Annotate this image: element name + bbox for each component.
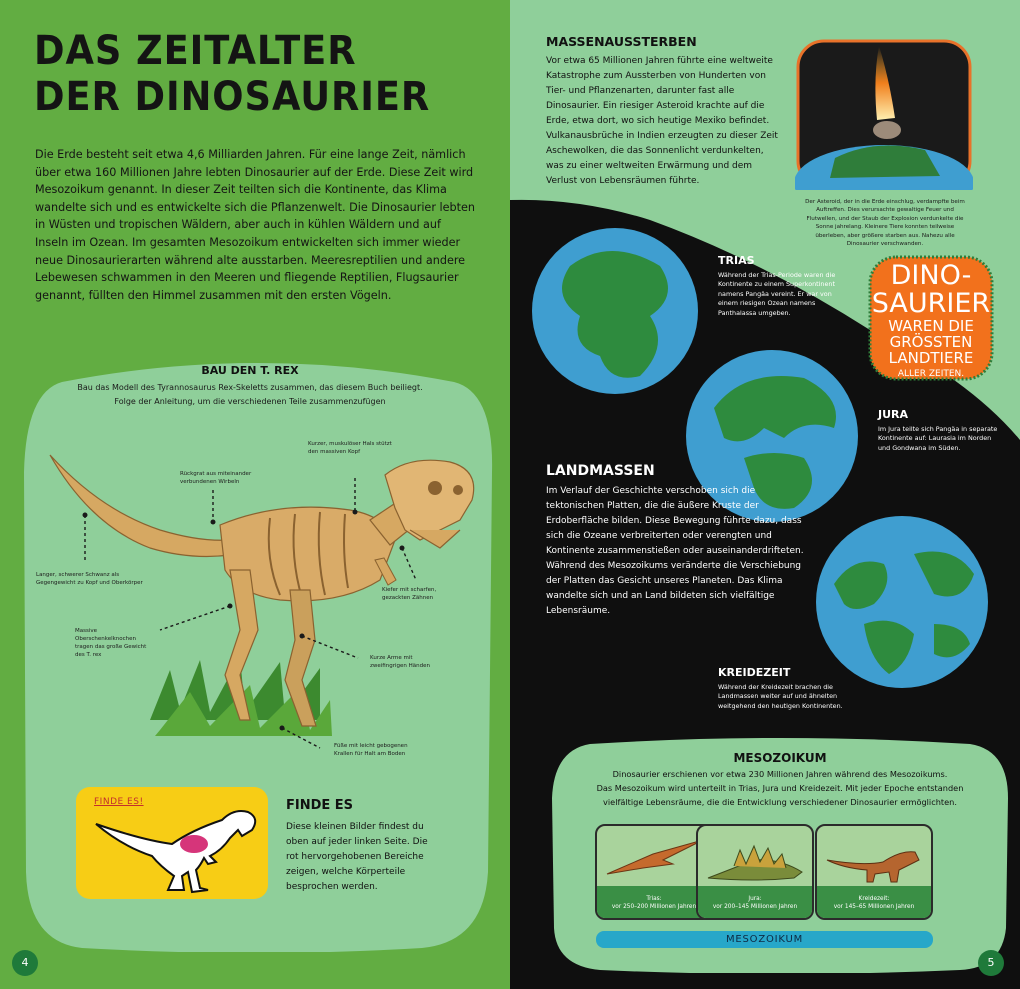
pterosaur-icon	[603, 834, 707, 884]
callout-arms: Kurze Arme mit zweifingrigen Händen	[370, 655, 430, 669]
fact-badge-text: DINO- SAURIER WAREN DIE GRÖSSTEN LANDTIERE ALLER ZEITEN.	[871, 260, 991, 379]
era-timeline-bar: MESOZOIKUM	[596, 931, 933, 948]
title-line-1: DAS ZEITALTER	[34, 28, 357, 74]
callout-neck: Kurzer, muskulöser Hals stützt den massiven Kopf	[308, 441, 392, 455]
finde-es-text: Diese kleinen Bilder findest du oben auf jeder linken Seite. Die rot hervorgehobenen Bereiche zeigen, welche Körperteile besprochen werden.	[286, 822, 428, 892]
landmassen-heading: LANDMASSEN	[546, 463, 655, 479]
page-number-right: 5	[978, 950, 1004, 976]
callout-thigh: Massive Oberschenkelknochen tragen das große Gewicht des T. rex	[75, 628, 147, 658]
mesozoikum-text: Dinosaurier erschienen vor etwa 230 Millionen Jahren während des Mesozoikums. Das Mesozoikum wird unterteilt in Trias, Jura und Kreidezeit. Mit jeder Epoche entstanden vielfältige Lebensräume, die die Entwicklung verschiedener Dinosaurier ermöglichten.	[596, 769, 964, 807]
era-caption-trias: Trias: vor 250–200 Millionen Jahren	[611, 895, 697, 911]
trex-heading: BAU DEN T. REX	[201, 364, 299, 377]
jura-heading: JURA	[878, 408, 909, 421]
page-title	[34, 28, 430, 120]
callout-jaw: Kiefer mit scharfen, gezackten Zähnen	[382, 587, 437, 601]
trias-heading: TRIAS	[718, 254, 755, 267]
trex-silhouette-icon	[92, 800, 262, 895]
page-number-left: 4	[12, 950, 38, 976]
mass-extinction-text: Vor etwa 65 Millionen Jahren führte eine weltweite Katastrophe zum Aussterben von Hunderten von Tier- und Pflanzenarten, darunter fast alle Dinosaurier. Ein riesiger Asteroid krachte auf die Erde, etwa dort, wo sich heutige Mexiko befindet. Vulkanausbrüche in Indien erzeugten zu dieser Zeit Aschewolken, die das Sonnenlicht verdunkelten, was zu einer weltweiten Erwärmung und dem Verlust von Lebensräumen führte.	[546, 56, 778, 186]
finde-es-heading: FINDE ES	[286, 798, 354, 813]
asteroid-caption: Der Asteroid, der in die Erde einschlug, verdampfte beim Auftreffen. Dies verursachte gewaltige Feuer und Flutwellen, und der Staub der Explosion verdunkelte die Sonne jahrelang. Kleinere Tiere konnten teilweise überleben, aber größere starben aus. Nahezu alle Dinosaurier verschwanden.	[805, 199, 965, 248]
title-line-2: DER DINOSAURIER	[34, 74, 431, 120]
callout-tail: Langer, schwerer Schwanz als Gegengewicht zu Kopf und Oberkörper	[36, 572, 143, 586]
finde-es-label: FINDE ES!	[94, 797, 144, 807]
era-caption-kreidezeit: Kreidezeit: vor 145–65 Millionen Jahren	[833, 895, 915, 911]
stegosaurus-icon	[704, 838, 808, 888]
kreidezeit-text: Während der Kreidezeit brachen die Landmassen weiter auf und ähnelten weitgehend den heutigen Kontinenten.	[718, 683, 843, 710]
era-card-jura	[696, 824, 814, 920]
mass-extinction-heading: MASSENAUSSTERBEN	[546, 34, 697, 49]
era-card-kreidezeit	[815, 824, 933, 920]
landmassen-text: Im Verlauf der Geschichte verschoben sich die tektonischen Platten, die die äußere Kruste der Erdoberfläche bilden. Diese Bewegung führte dazu, dass sich die Ozeane verbreiterten oder verengten und Kontinente zusammenstießen oder auseinanderdrifteten. Während des Mesozoikums veränderte die Verschiebung der Platten das Gesicht unseres Planeten. Das Klima wandelte sich und an Land bildeten sich vielfältige Lebensräume.	[546, 486, 804, 616]
kreidezeit-heading: KREIDEZEIT	[718, 666, 791, 679]
asteroid-impact-illustration	[795, 38, 973, 190]
globe-kreidezeit	[814, 514, 990, 690]
era-caption-jura: Jura: vor 200–145 Millionen Jahren	[712, 895, 798, 911]
callout-spine: Rückgrat aus miteinander verbundenen Wirbeln	[180, 471, 252, 485]
jura-text: Im Jura teilte sich Pangäa in separate Kontinente auf: Laurasia im Norden und Gondwana im Süden.	[878, 425, 998, 452]
trias-text: Während der Trias-Periode waren die Kontinente zu einem Superkontinent namens Pangäa vereint. Er war von einem riesigen Ozean namens Panthalassa umgeben.	[718, 271, 836, 317]
intro-paragraph: Die Erde besteht seit etwa 4,6 Milliarden Jahren. Für eine lange Zeit, nämlich über etwa 160 Millionen Jahre lebten Dinosaurier auf der Erde. Diese Zeit wird Mesozoikum genannt. In dieser Zeit teilten sich die Kontinente, das Klima wandelte sich und es entwickelte sich die Pflanzenwelt. Die Dinosaurier lebten in Wüsten und tropischen Wäldern, aber auch in kühlen Wäldern und auf Inseln im Ozean. Im gesamten Mesozoikum entwickelten sich immer wieder neue Dinosaurierarten während alte ausstarben. Meeresreptilien und andere Lebewesen schwammen in den Meeren und fliegende Reptilien, Flugsaurier genannt, füllten den Himmel zusammen mit den ersten Vögeln.	[35, 148, 475, 302]
globe-trias	[530, 226, 700, 396]
mesozoikum-heading: MESOZOIKUM	[733, 751, 827, 765]
callout-feet: Füße mit leicht gebogenen Krallen für Halt am Boden	[334, 743, 408, 757]
trex-subtitle: Bau das Modell des Tyrannosaurus Rex-Skeletts zusammen, das diesem Buch beiliegt. Folge der Anleitung, um die verschiedenen Teile zusammenzufügen	[77, 383, 423, 406]
tyrannosaurus-icon	[823, 836, 927, 886]
